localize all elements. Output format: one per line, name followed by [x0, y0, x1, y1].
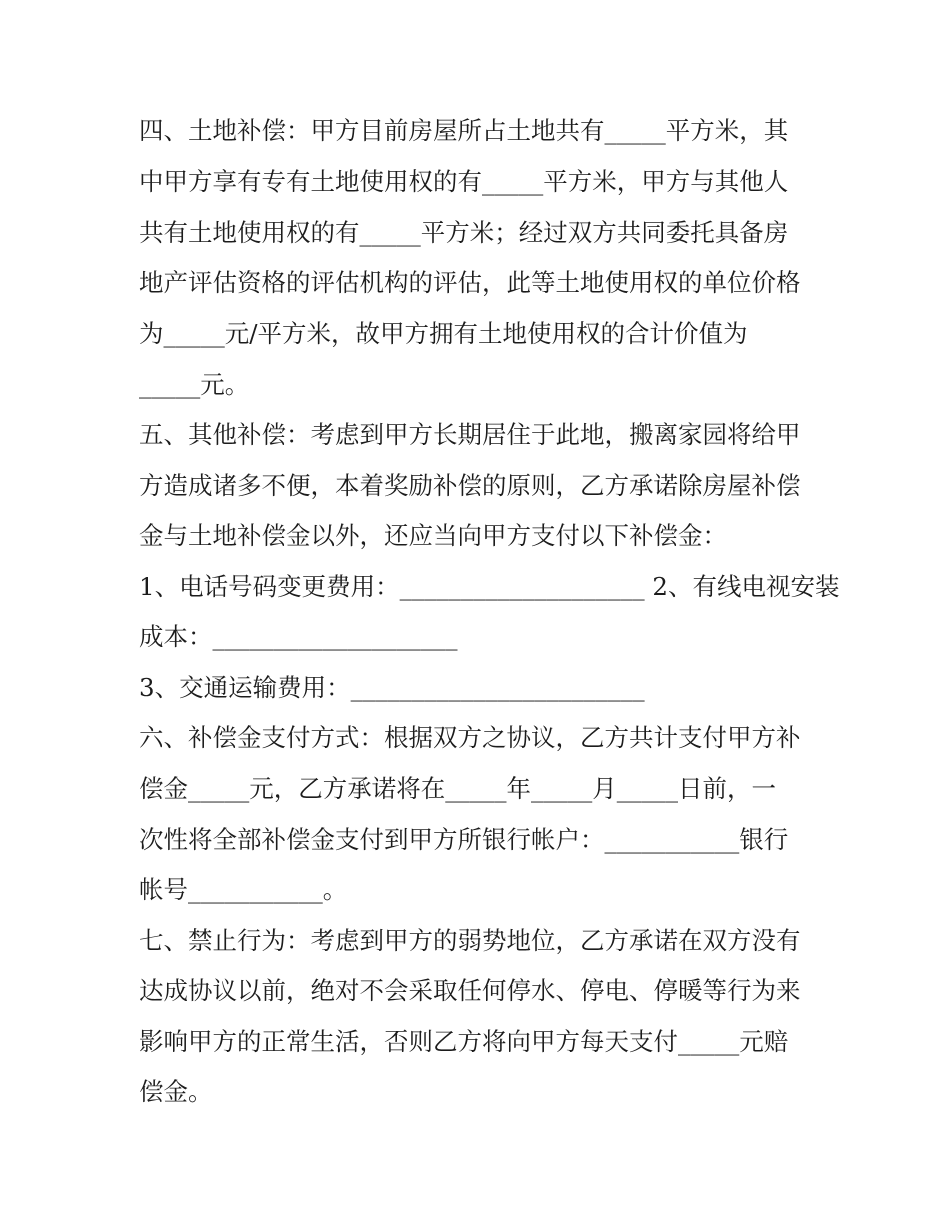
text-line-11: 成本：____________________	[139, 622, 458, 651]
text-line-19: 影响甲方的正常生活，否则乙方将向甲方每天支付_____元赔	[139, 1027, 789, 1056]
text-line-13: 六、补偿金支付方式：根据双方之协议，乙方共计支付甲方补	[139, 723, 801, 752]
text-line-9: 金与土地补偿金以外，还应当向甲方支付以下补偿金：	[139, 521, 727, 550]
text-line-20: 偿金。	[139, 1077, 213, 1106]
text-line-17: 七、禁止行为：考虑到甲方的弱势地位，乙方承诺在双方没有	[139, 926, 801, 955]
text-line-18: 达成协议以前，绝对不会采取任何停水、停电、停暖等行为来	[139, 976, 801, 1005]
text-line-15: 次性将全部补偿金支付到甲方所银行帐户：___________银行	[139, 825, 789, 854]
text-line-1: 四、土地补偿：甲方目前房屋所占土地共有_____平方米，其	[139, 116, 789, 145]
text-line-12: 3、交通运输费用：________________________	[139, 673, 645, 702]
text-line-5: 为_____元/平方米，故甲方拥有土地使用权的合计价值为	[139, 319, 748, 348]
text-line-14: 偿金_____元，乙方承诺将在_____年_____月_____日前，一	[139, 774, 776, 803]
text-line-8: 方造成诸多不便，本着奖励补偿的原则，乙方承诺除房屋补偿	[139, 471, 801, 500]
text-line-3: 共有土地使用权的有_____平方米；经过双方共同委托具备房	[139, 218, 789, 247]
text-line-10: 1、电话号码变更费用：____________________ 2、有线电视安装	[139, 572, 840, 601]
text-line-4: 地产评估资格的评估机构的评估，此等土地使用权的单位价格	[139, 268, 801, 297]
text-line-16: 帐号___________。	[139, 875, 348, 904]
text-line-7: 五、其他补偿：考虑到甲方长期居住于此地，搬离家园将给甲	[139, 420, 801, 449]
text-line-2: 中甲方享有专有土地使用权的有_____平方米，甲方与其他人	[139, 167, 789, 196]
text-line-6: _____元。	[139, 370, 250, 399]
